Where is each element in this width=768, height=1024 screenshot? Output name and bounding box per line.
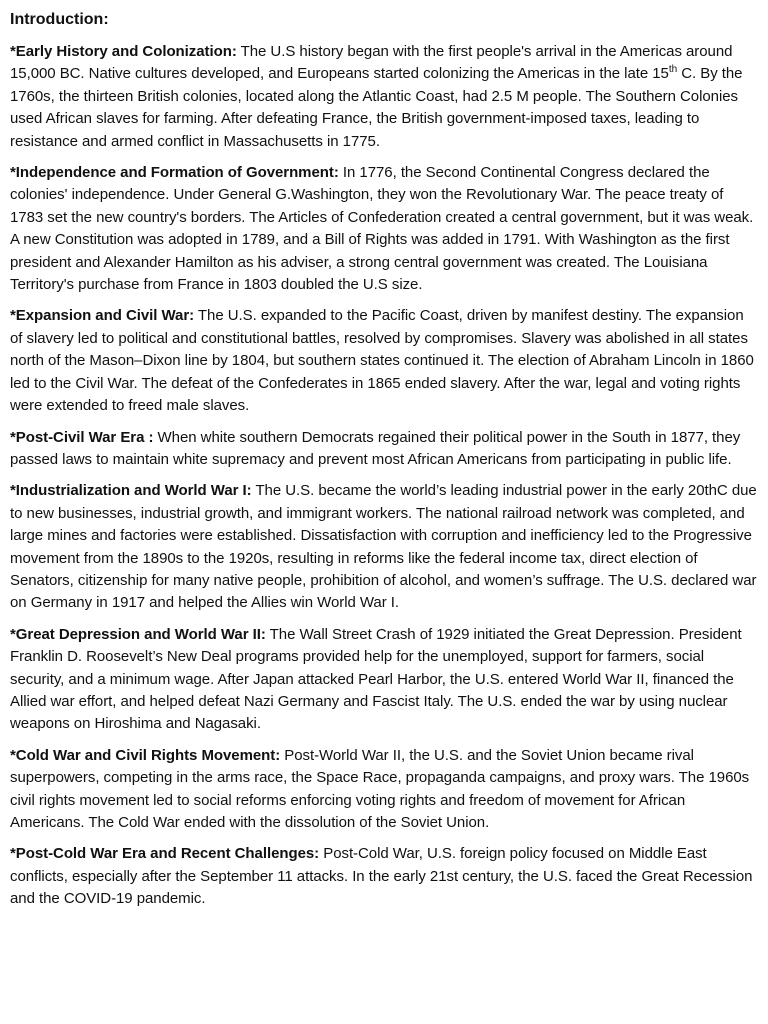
section-title: *Independence and Formation of Government: — [10, 164, 339, 182]
section-industrialization — [10, 480, 758, 614]
section-title: *Great Depression and World War II: — [10, 625, 266, 643]
section-title: *Post-Civil War Era : — [10, 428, 154, 446]
section-independence — [10, 162, 758, 296]
section-body-continued: C. By the 1760s, the thirteen British colonies, located along the Atlantic Coast, had 2.5 M people. The Southern Colonies used African slaves for farming. After defeating France, the British government-imposed taxes, leading to resistance and armed conflict in Massachusetts in 1775. — [10, 65, 743, 150]
section-body: Post-Cold War, U.S. foreign policy focused on Middle East conflicts, especially after the September 11 attacks. In the early 21st century, the U.S. faced the Great Recession and the COVID-19 pandemic. — [10, 845, 753, 908]
section-body: The U.S. expanded to the Pacific Coast, driven by manifest destiny. The expansion of slavery led to political and constitutional battles, resolved by compromises. Slavery was abolished in all states north of the Mason–Dixon line by 1804, but southern states continued it. The election of Abraham Lincoln in 1860 led to the Civil War. The defeat of the Confederates in 1865 ended slavery. After the war, legal and voting rights were extended to freed male slaves. — [10, 307, 754, 415]
section-great-depression — [10, 624, 758, 736]
section-body: Post-World War II, the U.S. and the Soviet Union became rival superpowers, competing in the arms race, the Space Race, propaganda campaigns, and proxy wars. The 1960s civil rights movement led to social reforms enforcing voting rights and freedom of movement for African Americans. The Cold War ended with the dissolution of the Soviet Union. — [10, 746, 750, 831]
section-post-cold-war — [10, 843, 758, 910]
section-early-history — [10, 41, 758, 153]
ordinal-superscript: th — [668, 64, 678, 76]
section-body: When white southern Democrats regained their political power in the South in 1877, they passed laws to maintain white supremacy and prevent most African Americans from participating in public life. — [10, 428, 741, 468]
section-expansion-civil-war — [10, 305, 758, 417]
section-title: *Post-Cold War Era and Recent Challenges: — [10, 845, 320, 863]
section-cold-war — [10, 745, 758, 835]
page-heading: Introduction: — [10, 11, 109, 28]
section-body: The Wall Street Crash of 1929 initiated the Great Depression. President Franklin D. Roosevelt’s New Deal programs provided help for the unemployed, support for farmers, social security, and a minimum wage. After Japan attacked Pearl Harbor, the U.S. entered World War II, financed the Allied war effort, and helped defeat Nazi Germany and Fascist Italy. The U.S. ended the war by using nuclear weapons on Hiroshima and Nagasaki. — [10, 625, 742, 733]
section-post-civil-war — [10, 427, 758, 472]
section-title: *Expansion and Civil War: — [10, 307, 195, 325]
section-body: The U.S history began with the first people's arrival in the Americas around 15,000 BC. Native cultures developed, and Europeans started colonizing the Americas in the late 15 — [10, 43, 733, 83]
section-title: *Cold War and Civil Rights Movement: — [10, 746, 281, 764]
section-body: In 1776, the Second Continental Congress declared the colonies' independence. Under General G.Washington, they won the Revolutionary War. The peace treaty of 1783 set the new country's borders. The Articles of Confederation created a central government, but it was weak. A new Constitution was adopted in 1789, and a Bill of Rights was added in 1791. With Washington as the first president and Alexander Hamilton as his adviser, a strong central government was created. The Louisiana Territory's purchase from France in 1803 doubled the U.S size. — [10, 164, 754, 294]
section-body: The U.S. became the world’s leading industrial power in the early 20thC due to new businesses, industrial growth, and immigrant workers. The national railroad network was completed, and large mines and factories were established. Dissatisfaction with corruption and inefficiency led to the Progressive movement from the 1890s to the 1920s, resulting in reforms like the federal income tax, direct election of Senators, citizenship for many native people, prohibition of alcohol, and women’s suffrage. The U.S. declared war on Germany in 1917 and helped the Allies win World War I. — [10, 482, 757, 612]
section-title: *Industrialization and World War I: — [10, 482, 252, 500]
section-title: *Early History and Colonization: — [10, 43, 237, 60]
